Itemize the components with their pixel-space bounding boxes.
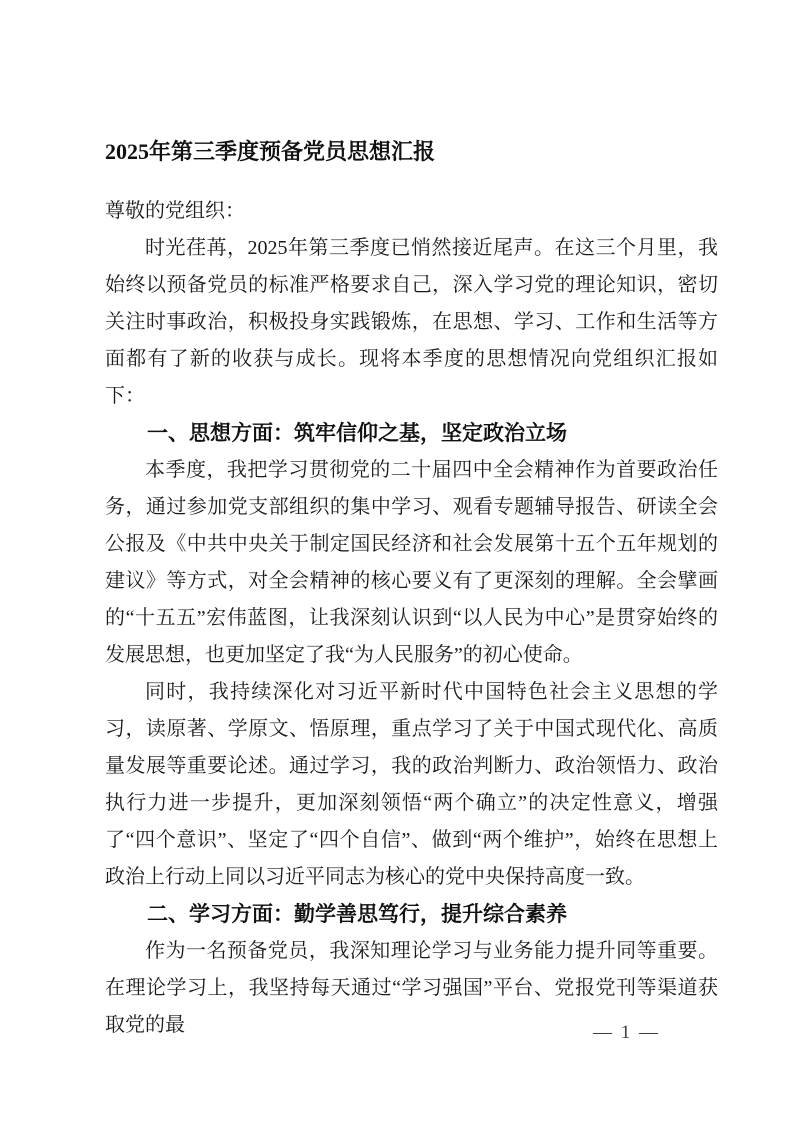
document-content [105,0,718,1044]
page-number: — 1 — [593,1022,660,1043]
paragraph-study: 作为一名预备党员，我深知理论学习与业务能力提升同等重要。在理论学习上，我坚持每天通过“学习强国”平台、党报党刊等渠道获取党的最 [105,940,718,1036]
section-heading-2: 二、学习方面：勤学善思笃行，提升综合素养 [147,903,567,926]
paragraph-ideology-1: 本季度，我把学习贯彻党的二十届四中全会精神作为首要政治任务，通过参加党支部组织的集中学习、观看专题辅导报告、研读全会公报及《中共中央关于制定国民经济和社会发展第十五个五年规划的建议》等方式，对全会精神的核心要义有了更深刻的理解。全会擘画的“十五五”宏伟蓝图，让我深刻认识到“以人民为中心”是贯穿始终的发展思想，也更加坚定了我“为人民服务”的初心使命。 [105,459,718,666]
salutation-line: 尊敬的党组织： [105,200,245,222]
paragraph-intro: 时光荏苒，2025年第三季度已悄然接近尾声。在这三个月里，我始终以预备党员的标准严格要求自己，深入学习党的理论知识，密切关注时事政治，积极投身实践锻炼，在思想、学习、工作和生活等方面都有了新的收获与成长。现将本季度的思想情况向党组织汇报如下： [105,237,718,407]
document-title: 2025年第三季度预备党员思想汇报 [105,139,436,164]
page-footer [0,1022,794,1044]
section-heading-1: 一、思想方面：筑牢信仰之基，坚定政治立场 [147,422,567,445]
paragraph-ideology-2: 同时，我持续深化对习近平新时代中国特色社会主义思想的学习，读原著、学原文、悟原理，重点学习了关于中国式现代化、高质量发展等重要论述。通过学习，我的政治判断力、政治领悟力、政治执行力进一步提升，更加深刻领悟“两个确立”的决定性意义，增强了“四个意识”、坚定了“四个自信”、做到“两个维护”，始终在思想上政治上行动上同以习近平同志为核心的党中央保持高度一致。 [105,681,718,888]
